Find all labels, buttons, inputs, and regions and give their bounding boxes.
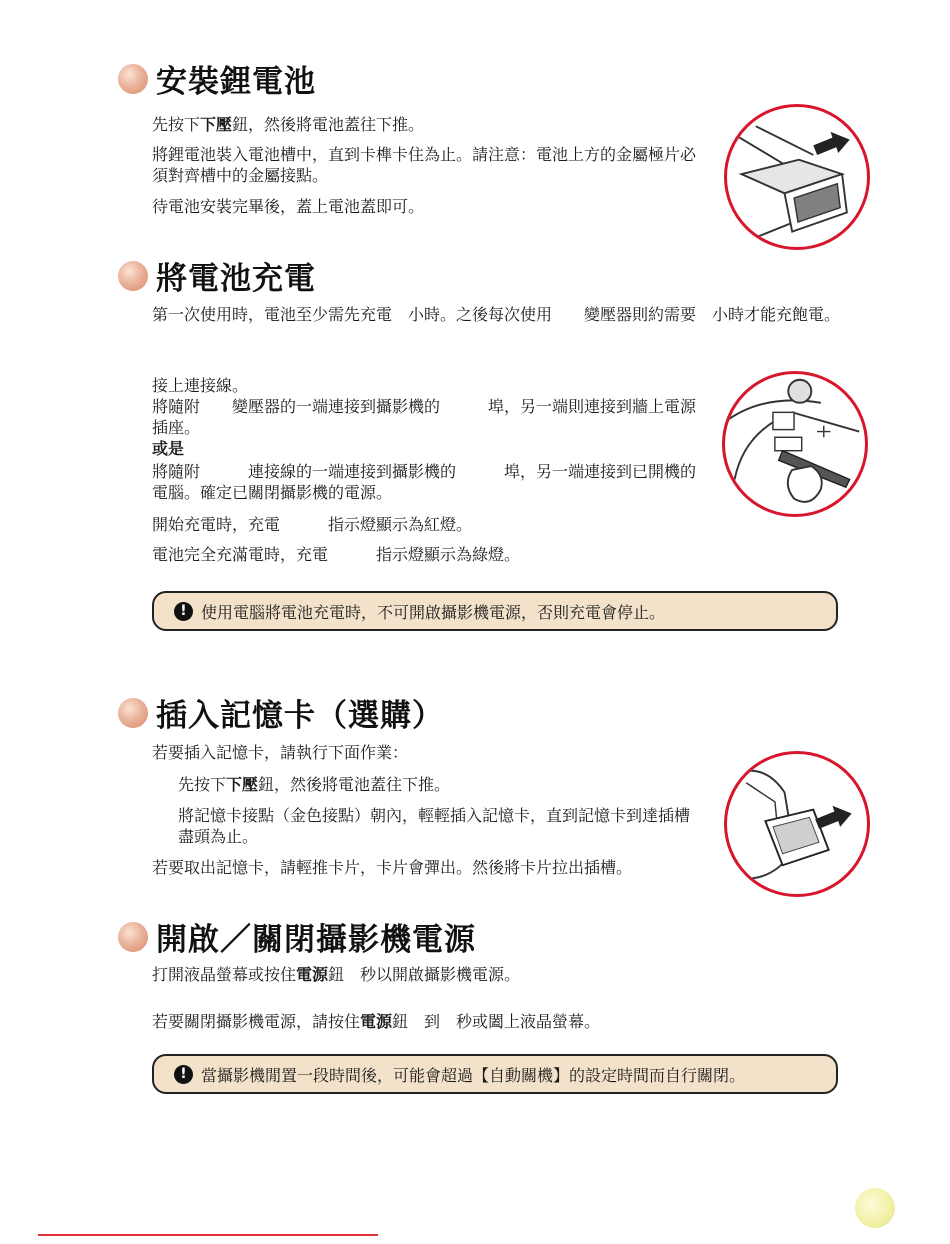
charge-or-label: 或是 bbox=[152, 439, 185, 458]
power-note bbox=[152, 1054, 838, 1094]
charge-intro: 第一次使用時，電池至少需先充電 小時。之後每次使用 變壓器則約需要 小時才能充飽電。 bbox=[152, 305, 841, 324]
heading-memory-card bbox=[118, 690, 444, 735]
charge-note bbox=[152, 591, 838, 631]
power-on: 打開液晶螢幕或按住電源鈕 秒以開啟攝影機電源。 bbox=[152, 965, 521, 984]
page-number-badge bbox=[855, 1188, 895, 1228]
step-press-button: 先按下下壓鈕，然後將電池蓋往下推。 bbox=[152, 115, 425, 134]
card-intro: 若要插入記憶卡，請執行下面作業： bbox=[152, 743, 409, 762]
bullet-ball-icon bbox=[118, 64, 148, 94]
step-close-cover: 待電池安裝完畢後，蓋上電池蓋即可。 bbox=[152, 197, 425, 216]
heading-power bbox=[118, 914, 476, 959]
bullet-ball-icon bbox=[118, 922, 148, 952]
charge-connect: 接上連接線。 bbox=[152, 376, 249, 395]
footer-divider bbox=[38, 1234, 378, 1236]
card-step-press-button: 先按下下壓鈕，然後將電池蓋往下推。 bbox=[178, 775, 451, 794]
note-text: 使用電腦將電池充電時，不可開啟攝影機電源，否則充電會停止。 bbox=[201, 602, 666, 622]
heading-install-battery bbox=[118, 56, 316, 101]
charging-illustration bbox=[722, 371, 868, 517]
exclamation-icon: ! bbox=[174, 602, 193, 621]
section-title: 將電池充電 bbox=[156, 261, 316, 297]
battery-illustration bbox=[724, 104, 870, 250]
exclamation-icon: ! bbox=[174, 1065, 193, 1084]
section-title: 插入記憶卡（選購） bbox=[156, 698, 444, 734]
card-step-insert: 將記憶卡接點（金色接點）朝內，輕輕插入記憶卡，直到記憶卡到達插槽盡頭為止。 bbox=[178, 806, 691, 846]
section-title: 開啟／關閉攝影機電源 bbox=[156, 922, 476, 958]
heading-charge-battery bbox=[118, 253, 316, 298]
note-text: 當攝影機閒置一段時間後，可能會超過【自動關機】的設定時間而自行關閉。 bbox=[201, 1065, 746, 1085]
section-title: 安裝鋰電池 bbox=[156, 64, 316, 100]
memory-card-illustration bbox=[724, 751, 870, 897]
charge-option-adapter: 將隨附 變壓器的一端連接到攝影機的 埠，另一端則連接到牆上電源插座。 bbox=[152, 397, 697, 437]
card-remove: 若要取出記憶卡，請輕推卡片，卡片會彈出。然後將卡片拉出插槽。 bbox=[152, 858, 633, 877]
bullet-ball-icon bbox=[118, 261, 148, 291]
bullet-ball-icon bbox=[118, 698, 148, 728]
step-insert-battery: 將鋰電池裝入電池槽中，直到卡榫卡住為止。請注意：電池上方的金屬極片必須對齊槽中的金屬接點。 bbox=[152, 145, 697, 185]
power-off: 若要關閉攝影機電源，請按住電源鈕 到 秒或闔上液晶螢幕。 bbox=[152, 1012, 601, 1031]
charge-status-red: 開始充電時，充電 指示燈顯示為紅燈。 bbox=[152, 515, 473, 534]
charge-option-usb: 將隨附 連接線的一端連接到攝影機的 埠，另一端連接到已開機的電腦。確定已關閉攝影機的電源。 bbox=[152, 462, 697, 502]
charge-status-green: 電池完全充滿電時，充電 指示燈顯示為綠燈。 bbox=[152, 545, 521, 564]
